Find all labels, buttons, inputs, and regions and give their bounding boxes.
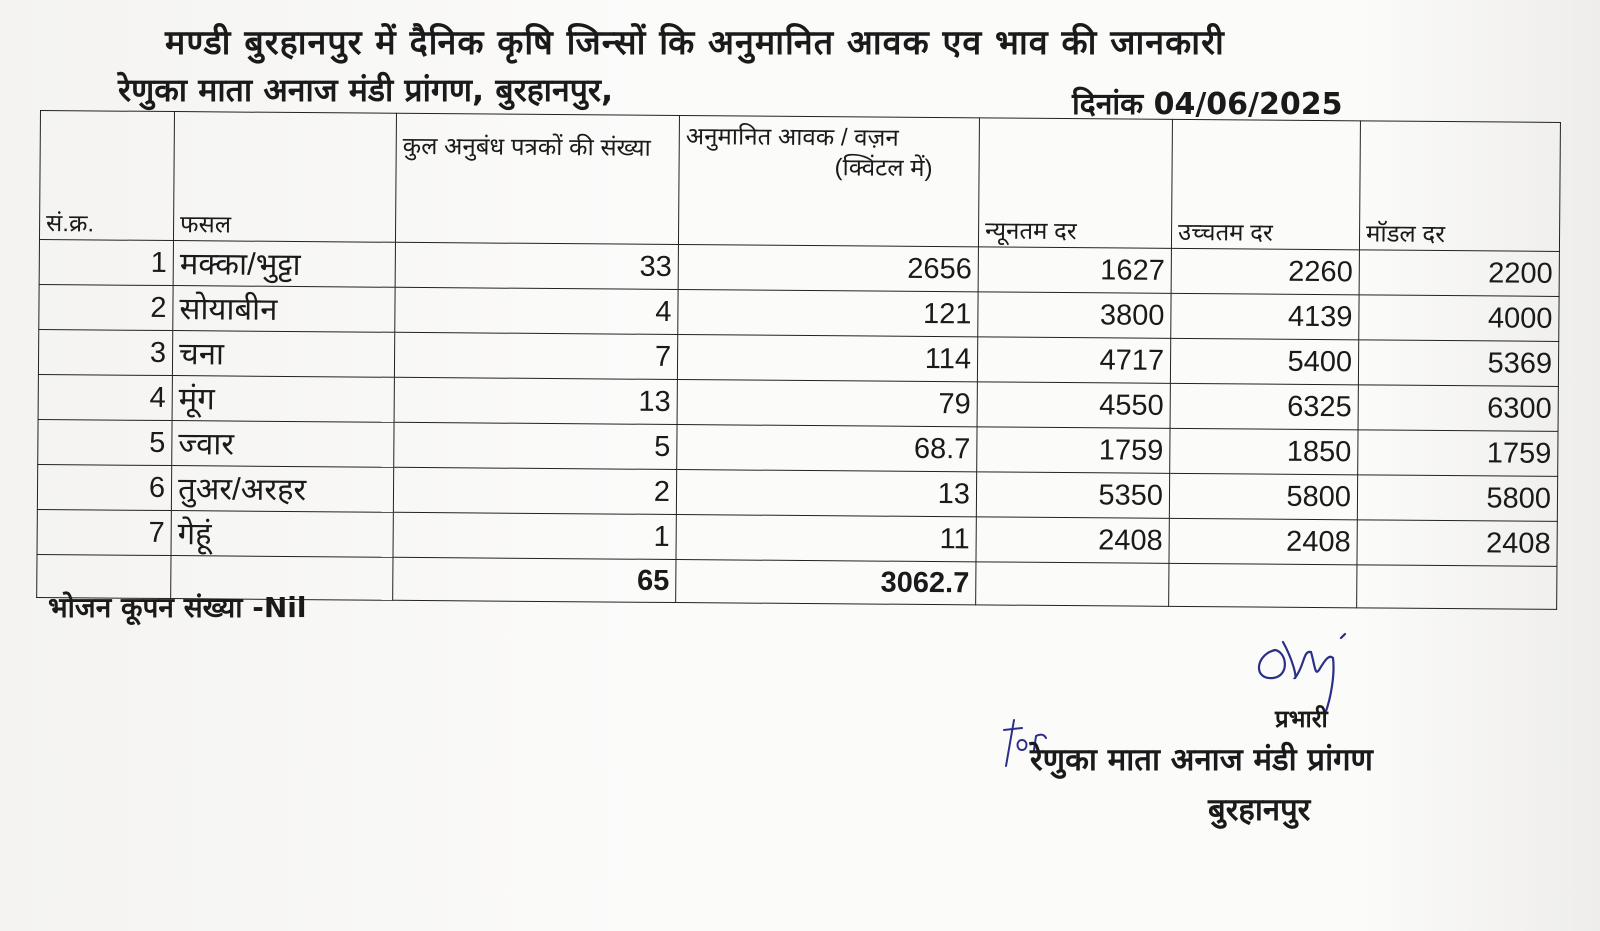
cell-sno: 2 [39,284,173,330]
cell-modal-rate: 5369 [1358,340,1558,387]
header-sno: सं.क्र. [39,111,174,241]
document-date: दिनांक 04/06/2025 [1072,87,1343,122]
cell-empty [1357,565,1557,610]
header-contracts: कुल अनुबंध पत्रकों की संख्या [395,113,679,244]
header-arrival-label: अनुमानित आवक / वज़न [685,123,899,152]
cell-crop: तुअर/अरहर [171,466,393,513]
cell-sno: 7 [37,509,171,555]
cell-modal-rate: 2200 [1359,250,1559,297]
cell-modal-rate: 2408 [1357,520,1557,567]
cell-contracts: 2 [393,467,676,514]
header-arrival-unit: (क्विंटल में) [834,154,933,183]
cell-modal-rate: 1759 [1358,430,1558,477]
cell-max-rate: 5800 [1169,473,1357,519]
cell-modal-rate: 4000 [1359,295,1559,342]
cell-modal-rate: 5800 [1357,475,1557,522]
cell-min-rate: 1759 [977,427,1170,474]
cell-crop: गेहूं [171,511,393,558]
office-city: बुरहानपुर [1208,792,1311,828]
cell-contracts: 4 [395,287,678,334]
cell-empty [976,562,1169,607]
cell-min-rate: 1627 [978,247,1171,294]
cell-arrival: 79 [677,380,977,427]
cell-sno: 3 [38,329,172,375]
header-arrival [678,116,979,247]
document-subtitle: रेणुका माता अनाज मंडी प्रांगण, बुरहानपुर, [118,71,614,109]
document-title: मण्डी बुरहानपुर में दैनिक कृषि जिन्सों कि अनुमानित आवक एव भाव की जानकारी [165,23,1225,63]
cell-contracts: 5 [394,422,677,469]
cell-max-rate: 6325 [1170,383,1358,429]
cell-max-rate: 4139 [1171,293,1359,339]
commodity-table [36,110,1561,610]
cell-arrival: 11 [676,515,976,562]
cell-crop: मक्का/भुट्टा [173,241,395,288]
cell-modal-rate: 6300 [1358,385,1558,432]
cell-crop: मूंग [172,376,394,423]
cell-crop: ज्वार [172,421,394,468]
signature-block [1030,620,1550,860]
header-crop: फसल [173,112,396,243]
cell-min-rate: 5350 [976,472,1169,519]
food-coupon-count: भोजन कूपन संख्या -Nil [48,591,307,624]
office-name: रेणुका माता अनाज मंडी प्रांगण [1030,742,1373,778]
header-modal-rate: मॉडल दर [1359,121,1560,252]
total-arrival: 3062.7 [676,560,976,605]
cell-min-rate: 2408 [976,517,1169,564]
cell-max-rate: 5400 [1170,338,1358,384]
cell-contracts: 13 [394,377,677,424]
header-min-rate: न्यूनतम दर [978,118,1172,249]
cell-min-rate: 4550 [977,382,1170,429]
cell-max-rate: 2260 [1171,248,1359,294]
cell-contracts: 33 [395,242,678,289]
cell-crop: सोयाबीन [173,286,395,333]
table-header-row [39,111,1560,252]
cell-min-rate: 4717 [977,337,1170,384]
cell-sno: 1 [39,239,173,285]
cell-contracts: 7 [394,332,677,379]
total-contracts: 65 [393,557,676,602]
cell-arrival: 13 [676,470,976,517]
signatory-role: प्रभारी [1275,705,1328,733]
cell-arrival: 68.7 [677,425,977,472]
cell-sno: 4 [38,374,172,420]
cell-contracts: 1 [393,512,676,559]
cell-max-rate: 2408 [1169,518,1357,564]
cell-sno: 6 [37,464,171,510]
cell-empty [1169,563,1357,607]
cell-arrival: 2656 [678,245,978,292]
cell-arrival: 121 [678,290,978,337]
cell-crop: चना [172,331,394,378]
cell-min-rate: 3800 [978,292,1171,339]
cell-sno: 5 [38,419,172,465]
cell-arrival: 114 [677,335,977,382]
header-max-rate: उच्चतम दर [1171,119,1360,249]
cell-max-rate: 1850 [1170,428,1358,474]
